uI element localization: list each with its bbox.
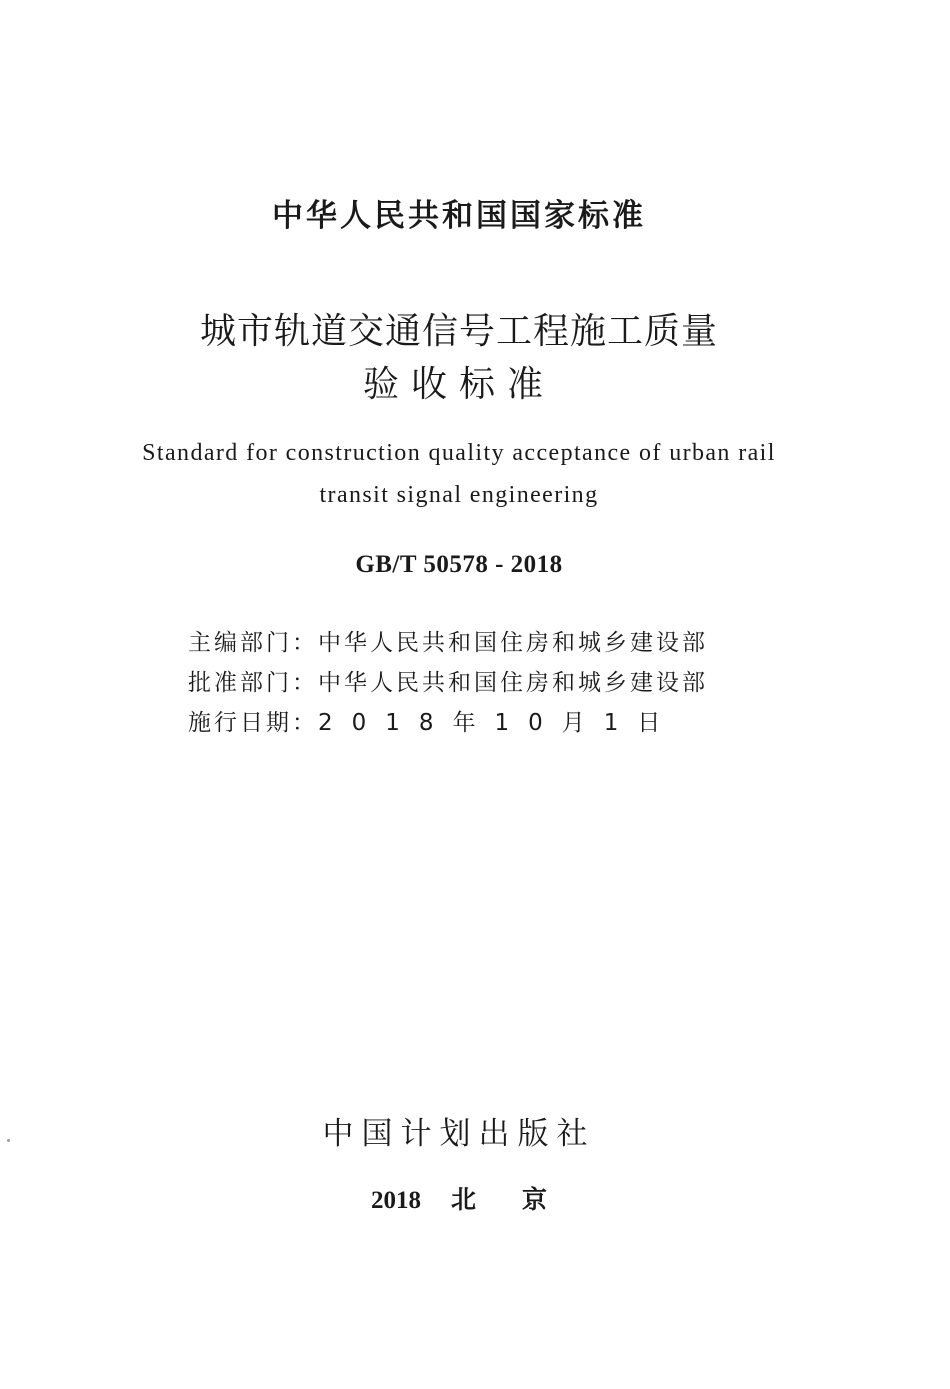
approver-value: 中华人民共和国住房和城乡建设部 [318,670,708,696]
publisher-name: 中国计划出版社 [322,1116,596,1152]
editor-value: 中华人民共和国住房和城乡建设部 [318,630,708,656]
title-cn-line-1: 城市轨道交通信号工程施工质量 [199,311,718,352]
editor-row [188,624,708,657]
approver-label: 批准部门： [188,670,318,696]
editor-label: 主编部门： [188,630,318,656]
scan-dust-speck [7,1139,10,1142]
approver-row [188,664,708,697]
standard-code: GB/T 50578 - 2018 [355,551,563,578]
title-en-line-1: Standard for construction quality acceptance of urban rail [142,440,776,466]
imprint-line [0,1180,918,1216]
imprint-year: 2018 [370,1187,421,1214]
effective-date-row [188,704,679,737]
imprint-city-char-2: 京 [522,1187,548,1214]
imprint-city-char-1: 北 [450,1187,476,1214]
effective-date-label: 施行日期： [188,710,318,736]
effective-date-value: 2018年10月1日 [318,710,680,736]
national-standard-heading: 中华人民共和国国家标准 [272,198,646,234]
title-cn-line-2: 验收标准 [362,364,555,405]
title-en-line-2: transit signal engineering [319,482,599,508]
